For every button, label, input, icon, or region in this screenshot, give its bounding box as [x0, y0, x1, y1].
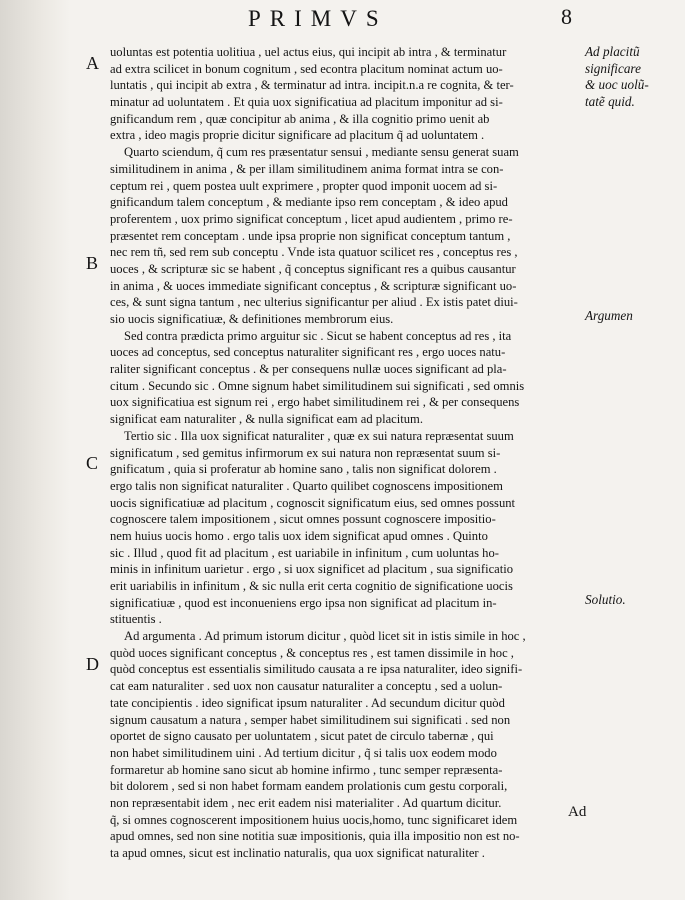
text-line: bit dolorem , sed si non habet formam eandem prolationis cum gestu corporali, [110, 779, 508, 794]
text-line: erit uariabilis in infinitum , & sic nulla erit certa cognitio de significatione uocis [110, 579, 513, 593]
text-line: cognoscere talem impositionem , sicut omnes possunt cognoscere impositio- [110, 512, 496, 527]
text-line: gnificandum rem , quæ concipitur ab anima , & illa cognitio primo uenit ab [110, 111, 490, 126]
section-letter-d: D [86, 654, 99, 674]
text-line: apud omnes, sed non sine notitia suæ impositionis, quia illa impositio non est no- [110, 829, 520, 844]
text-line: gnificatum , quia si proferatur ab homine sano , talis non significat dolorem . [110, 462, 497, 477]
marginal-note-line: Argumen [585, 308, 633, 323]
text-line: nec rem tñ, sed rem sub conceptu . Vnde ista quatuor scilicet res , conceptus res , [110, 245, 518, 260]
text-line: citum . Secundo sic . Omne signum habet similitudinem sui significati , sed omnis [110, 378, 525, 393]
text-line: signum causatum a natura , semper habet similitudinem sui significati . sed non [110, 712, 511, 727]
section-letter-b: B [86, 253, 99, 273]
marginal-note-line: tatẽ quid. [585, 93, 635, 109]
text-line: similitudinem in anima , & per illam similitudinem anima format intra se con- [110, 161, 504, 176]
text-line: uocis significatiuæ ad placitum , cognoscit significatum eius, sed omnes possunt [110, 495, 516, 510]
page-gutter-shadow [0, 0, 70, 900]
marginal-note-line: Ad placitũ [585, 44, 640, 59]
text-line: ergo talis non significat naturaliter . Quarto quilibet cognoscens impositionem [110, 478, 503, 493]
text-line: non repræsentabit idem , nec erit eadem nisi materialiter . Ad quartum dicitur. [110, 795, 502, 810]
marginal-note-placitum [585, 44, 685, 110]
text-line: sic . Illud , quod fit ad placitum , est uariabile in infinitum , cum uoluntas ho- [110, 545, 499, 560]
marginal-note-argumenta [585, 308, 685, 325]
text-line: cat eam naturaliter . sed uox non causatur naturaliter a conceptu , sed a uolun- [110, 679, 503, 694]
text-line: uoces ad conceptus, sed conceptus naturaliter significant res , ergo uoces natu- [110, 345, 506, 360]
text-line: luntatis , qui incipit ab extra , & terminatur ad intra. incipit.n.a re cognita, & ter- [110, 78, 514, 93]
text-line: præsentet rem conceptam . unde ipsa proprie non significat conceptum tantum , [110, 228, 511, 243]
text-line: raliter significant conceptus . & per consequens nullæ uoces significant ad pla- [110, 362, 507, 377]
text-line: ad extra scilicet in bonum cognitum , sed econtra placitum nominat actum uo- [110, 61, 503, 76]
text-line: Quarto sciendum, q̃ cum res præsentatur sensui , mediante sensu generat suam [124, 145, 519, 160]
text-line: gnificandum talem conceptum , & mediante ipso rem conceptam , & ideo apud [110, 195, 508, 210]
text-line: stituentis . [110, 612, 162, 627]
section-letter-c: C [86, 453, 99, 473]
text-line: uox significatiua est signum rei , ergo habet similitudinem rei , & per consequens [110, 395, 520, 410]
text-line: q̃, si omnes cognoscerent impositionem huius uocis,homo, tunc significaret idem [110, 812, 518, 827]
marginal-note-line: significare [585, 60, 641, 76]
text-line: sio uocis significatiuæ, & definitiones membrorum eius. [110, 312, 394, 326]
text-line: nem huius uocis homo . ergo talis uox idem significat apud omnes . Quinto [110, 528, 488, 543]
body-text [110, 44, 580, 862]
text-line: significatiuæ , quod est inconueniens ergo ipsa non significat ad placitum in- [110, 595, 497, 610]
section-letter-a: A [86, 53, 99, 73]
text-line: significatum , sed gemitus infirmorum ex sui natura non repræsentat suum si- [110, 445, 501, 460]
text-line: ta apud omnes, sicut est inclinatio naturalis, qua uox significat naturaliter . [110, 846, 485, 860]
marginal-note-line: Solutio. [585, 592, 626, 607]
text-line: significat eam naturaliter , & nulla significat eam ad placitum. [110, 412, 423, 427]
text-line: formaretur ab homine sano sicut ab homine infirmo , tunc semper repræsenta- [110, 762, 503, 777]
text-line: proferentem , uox primo significat conceptum , licet apud audientem , primo re- [110, 211, 513, 226]
text-line: Tertio sic . Illa uox significat naturaliter , quæ ex sui natura repræsentat suum [124, 428, 514, 443]
text-line: quòd uoces significant conceptus , & conceptus res , est tamen dissimile in hoc , [110, 645, 514, 660]
marginal-note-line: & uoc uolũ- [585, 77, 649, 92]
marginal-note-solutio [585, 592, 685, 609]
catchword: Ad [568, 804, 587, 820]
text-line: uoluntas est potentia uolitiua , uel actus eius, qui incipit ab intra , & terminatur [110, 45, 507, 59]
page-number: 8 [561, 4, 572, 29]
text-line: non habet similitudinem uini . Ad tertium dicitur , q̃ si talis uox eodem modo [110, 745, 497, 760]
text-line: minis in infinitum uarietur . ergo , si uox significet ad placitum , sua significatio [110, 562, 514, 577]
text-line: Sed contra prædicta primo arguitur sic . Sicut se habent conceptus ad res , ita [124, 328, 512, 343]
text-line: ces, & sunt signa tantum , nec ulterius significantur per aliud . Ex istis patet diui- [110, 295, 518, 310]
text-line: extra , ideo magis proprie dicitur significare ad placitum q̃ ad uoluntatem . [110, 128, 485, 143]
text-line: ceptum rei , quem postea uult exprimere , propter quod imponit uocem ad si- [110, 178, 498, 193]
text-line: minatur ad uoluntatem . Et quia uox significatiua ad placitum imponitur ad si- [110, 95, 503, 110]
text-line: uoces , & scripturæ sic se habent , q̃ conceptus significant res a quibus causantur [110, 261, 516, 276]
running-title: PRIMVS [248, 6, 388, 31]
page-header [0, 2, 685, 42]
text-line: Ad argumenta . Ad primum istorum dicitur , quòd licet sit in istis simile in hoc , [124, 629, 526, 644]
text-line: tate concipientis . ideo significat ipsum naturaliter . Ad secundum dicitur quòd [110, 695, 505, 710]
text-line: oportet de signo causato per uoluntatem , sicut patet de circulo tabernæ , qui [110, 729, 494, 744]
text-line: in anima , & uoces immediate significant conceptus , & scripturæ significant uo- [110, 278, 517, 293]
text-line: quòd conceptus est essentialis similitudo causata a re ipsa naturaliter, ideo signifi- [110, 662, 523, 677]
